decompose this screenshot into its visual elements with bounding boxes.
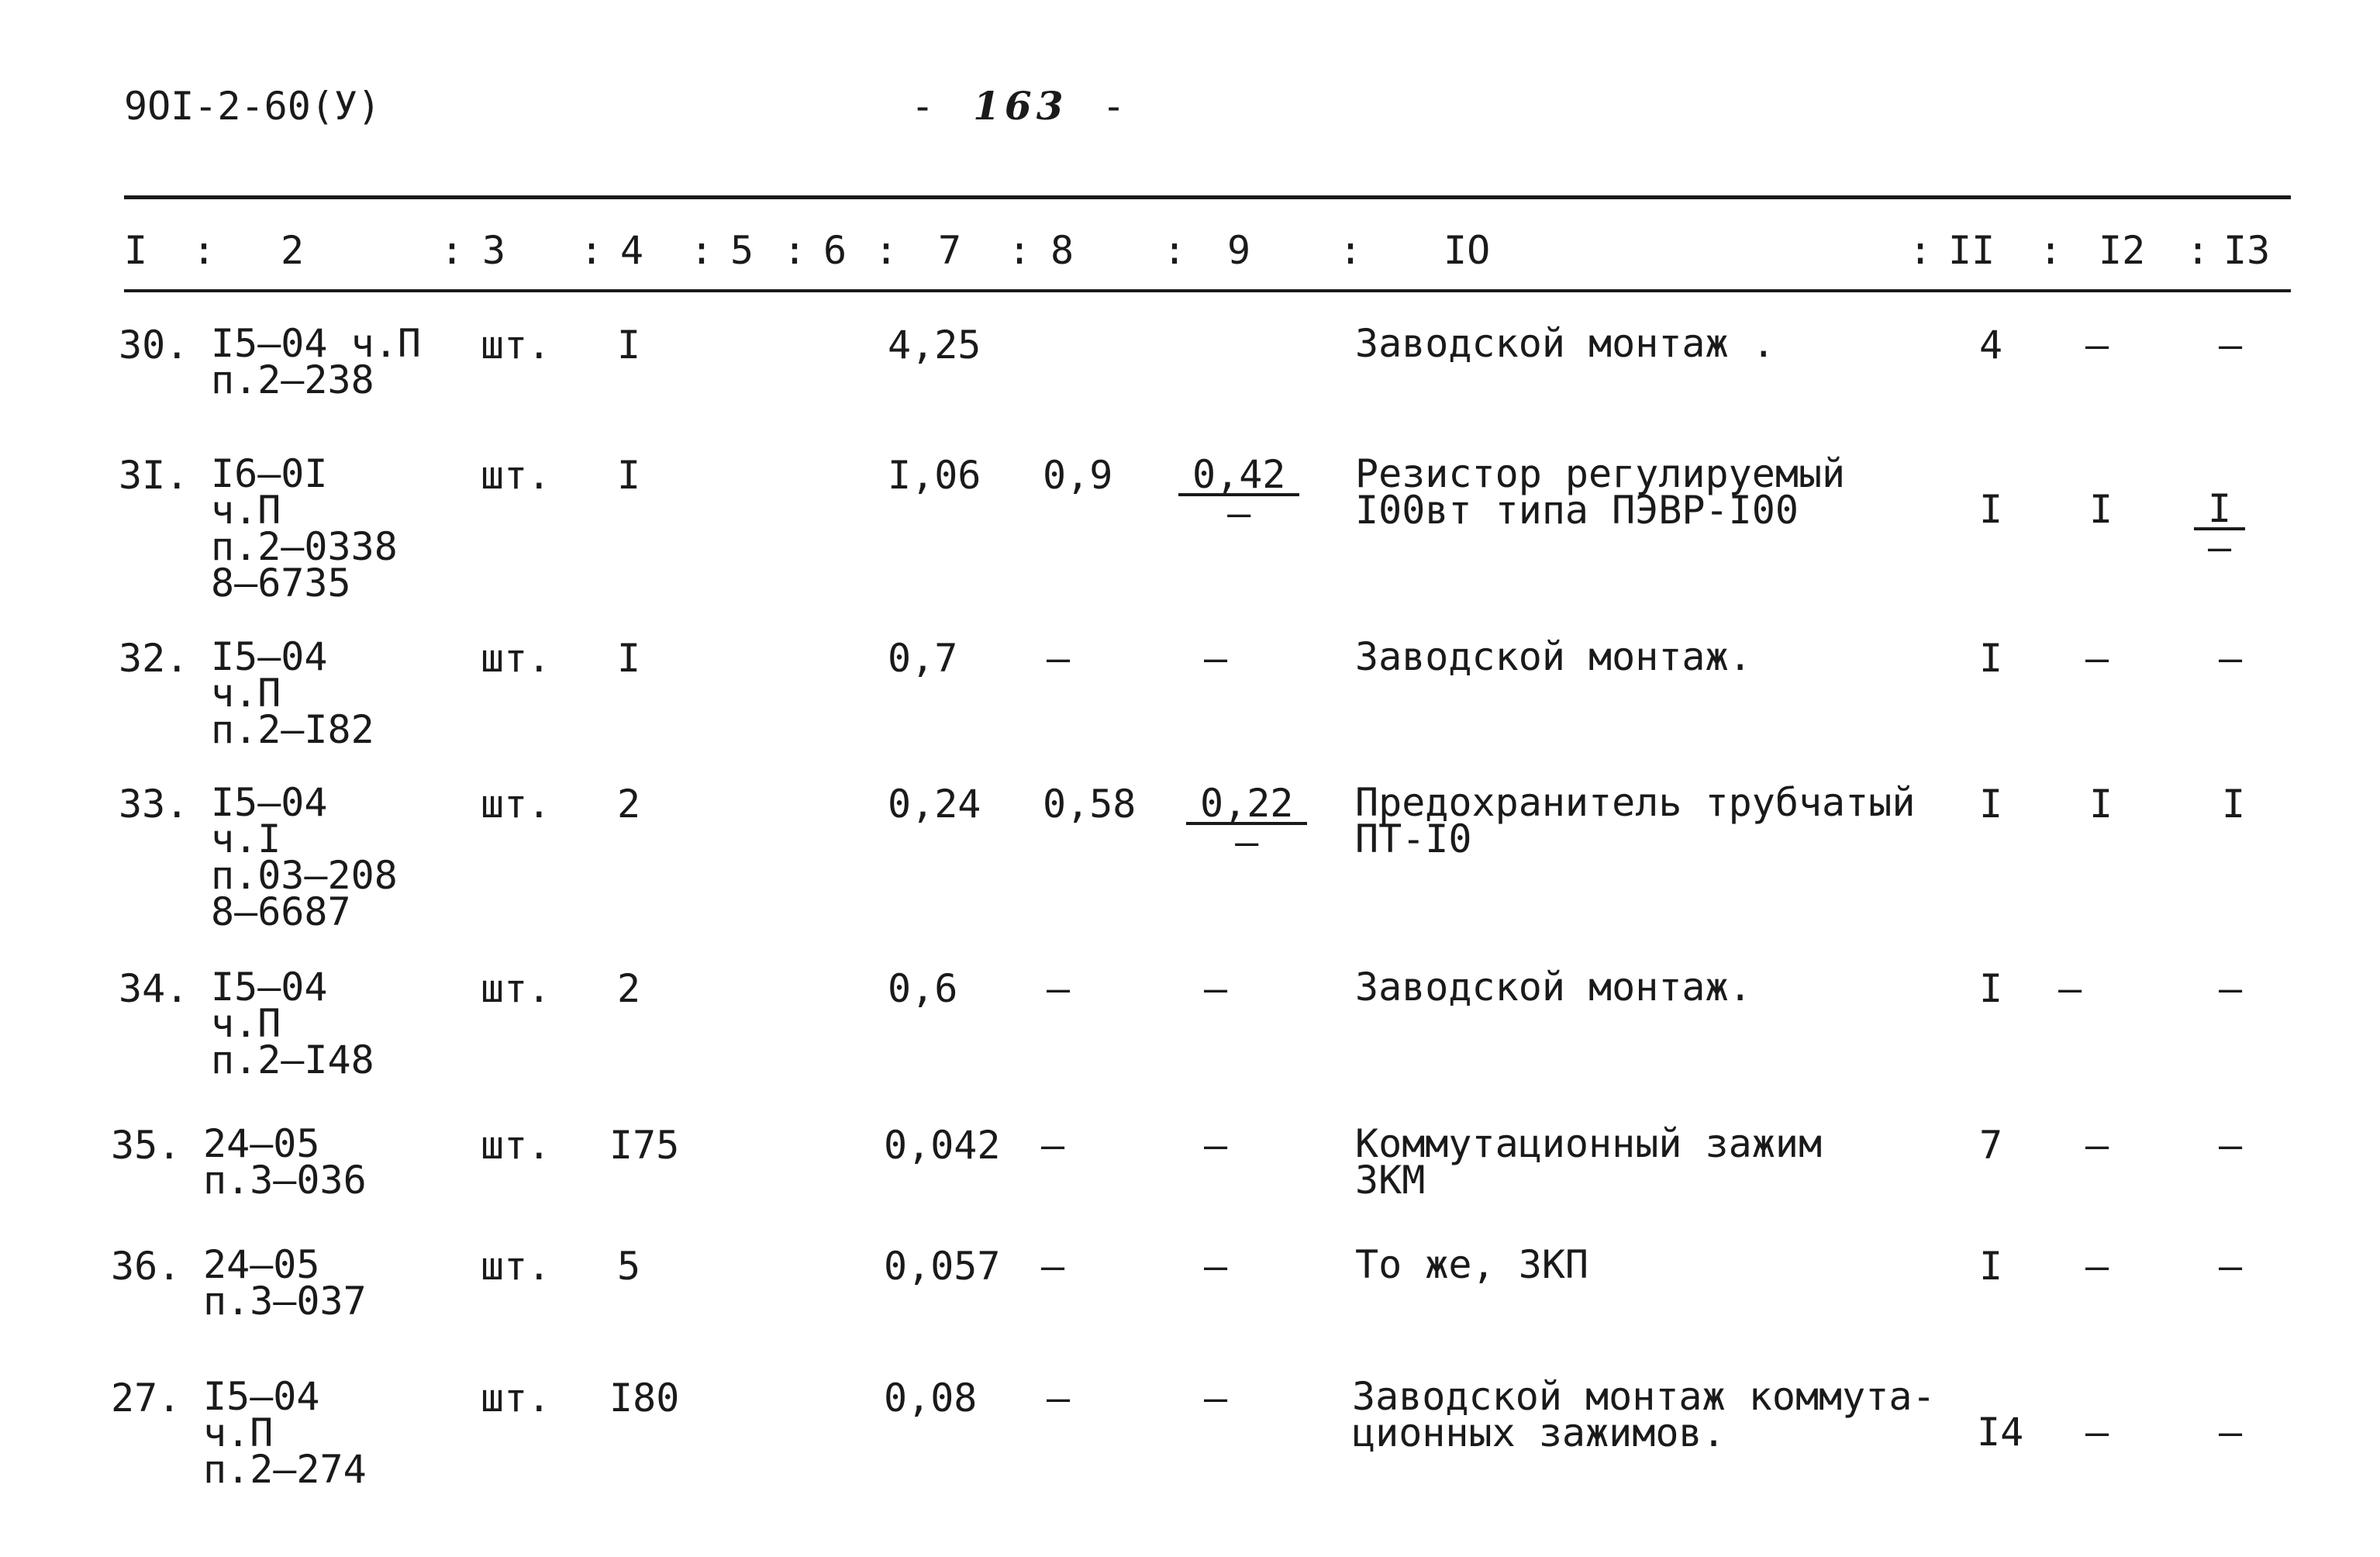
description — [1355, 451, 1846, 533]
unit: шт. — [481, 1244, 551, 1289]
col-separator: : — [1163, 228, 1187, 273]
description — [1355, 780, 1916, 861]
col-header-12: I2 — [2099, 228, 2146, 273]
norm-code-line: п.2–I48 — [211, 1037, 374, 1082]
norm-code-line: 24–05 — [203, 1242, 320, 1287]
norm-code — [211, 451, 398, 606]
col9-value: – — [1204, 966, 1228, 1011]
col8-value: 0,9 — [1043, 453, 1113, 498]
col12-value: – — [2085, 1244, 2109, 1289]
col9-value: – — [1204, 1123, 1228, 1168]
col8-value: – — [1047, 966, 1071, 1011]
row-number: 27. — [111, 1376, 181, 1421]
norm-code-line: ч.П — [203, 1410, 274, 1455]
col-header-11: II — [1948, 228, 1995, 273]
col12-value: – — [2058, 966, 2082, 1011]
col11-value: 4 — [1979, 323, 2003, 368]
description — [1355, 634, 1752, 679]
col12-value: – — [2085, 323, 2109, 368]
norm-code-line: ч.П — [211, 488, 281, 533]
col-header-3: 3 — [482, 228, 506, 273]
col12-value: – — [2085, 636, 2109, 681]
col7-value: 0,042 — [884, 1123, 1001, 1168]
row-number: 35. — [111, 1123, 181, 1168]
norm-code — [203, 1121, 367, 1203]
col-separator: : — [1909, 228, 1933, 273]
col-separator: : — [2039, 228, 2063, 273]
page-dash-right: - — [1102, 84, 1130, 129]
col-header-5: 5 — [730, 228, 754, 273]
page-number — [911, 83, 1130, 129]
col9-value: – — [1204, 636, 1228, 681]
norm-code — [211, 634, 374, 752]
description-line: I00вт типа ПЭВР-I00 — [1355, 488, 1799, 533]
col-separator: : — [1008, 228, 1032, 273]
col-header-9: 9 — [1227, 228, 1251, 273]
col13-value: – — [2219, 1410, 2243, 1455]
col13-value: – — [2219, 1244, 2243, 1289]
description-line: То же, ЗКП — [1355, 1242, 1589, 1287]
col9-fraction — [1178, 452, 1299, 536]
col12-value: – — [2085, 1410, 2109, 1455]
col11-value: I — [1979, 966, 2003, 1011]
norm-code — [211, 780, 398, 934]
col-header-2: 2 — [281, 228, 305, 273]
norm-code-line: I6–0I — [211, 451, 328, 496]
norm-code-line: п.03–208 — [211, 853, 398, 898]
col7-value: 0,24 — [888, 782, 981, 827]
quantity: 5 — [617, 1244, 641, 1289]
col-header-1: I — [124, 228, 148, 273]
col9-value: – — [1204, 1376, 1228, 1421]
description-line: Заводской монтаж. — [1355, 634, 1752, 679]
col11-value: 7 — [1979, 1123, 2003, 1168]
row-number: 3I. — [119, 453, 189, 498]
fraction-numerator: I — [2194, 490, 2245, 530]
unit: шт. — [481, 323, 551, 368]
col-header-4: 4 — [620, 228, 644, 273]
row-number: 36. — [111, 1244, 181, 1289]
col-separator: : — [440, 228, 464, 273]
norm-code-line: 8–6735 — [211, 561, 351, 606]
col7-value: 0,057 — [884, 1244, 1001, 1289]
norm-code-line: п.2–274 — [203, 1447, 367, 1492]
unit: шт. — [481, 453, 551, 498]
row-number: 33. — [119, 782, 189, 827]
col-separator: : — [192, 228, 216, 273]
col11-value: I — [1979, 782, 2003, 827]
fraction-denominator: – — [1227, 491, 1251, 536]
col11-value: I — [1979, 487, 2003, 532]
row-number: 30. — [119, 323, 189, 368]
col11-value: I4 — [1977, 1410, 2024, 1455]
description-line: Коммутационный зажим — [1355, 1121, 1823, 1166]
col11-value: I — [1979, 1244, 2003, 1289]
unit: шт. — [481, 1123, 551, 1168]
description-line: Заводской монтаж коммута- — [1352, 1374, 1936, 1419]
col13-value: – — [2219, 966, 2243, 1011]
norm-code-line: п.3–037 — [203, 1279, 367, 1324]
description — [1355, 1242, 1589, 1287]
norm-code-line: I5–04 — [211, 965, 328, 1010]
quantity: I — [617, 453, 641, 498]
col13-value: – — [2219, 1123, 2243, 1168]
fraction-denominator: – — [2208, 525, 2232, 570]
description — [1352, 1374, 1936, 1455]
norm-code — [203, 1374, 367, 1492]
col13-value: – — [2219, 323, 2243, 368]
norm-code-line: п.2–0338 — [211, 524, 398, 569]
quantity: I75 — [609, 1123, 680, 1168]
col13-value: I — [2222, 782, 2246, 827]
col8-value: – — [1047, 636, 1071, 681]
col13-fraction — [2194, 486, 2245, 570]
col13-value: – — [2219, 636, 2243, 681]
col8-value: – — [1041, 1244, 1065, 1289]
quantity: 2 — [617, 966, 641, 1011]
quantity: I80 — [609, 1376, 680, 1421]
col-header-8: 8 — [1050, 228, 1074, 273]
col7-value: 0,08 — [884, 1376, 978, 1421]
col12-value: I — [2089, 782, 2113, 827]
quantity: I — [617, 323, 641, 368]
col-header-6: 6 — [823, 228, 847, 273]
norm-code-line: п.2–238 — [211, 357, 374, 402]
norm-code-line: ч.I — [211, 816, 281, 861]
description-line: Заводской монтаж . — [1355, 321, 1775, 366]
norm-code — [211, 965, 374, 1082]
col8-value: – — [1047, 1376, 1071, 1421]
col8-value: – — [1041, 1123, 1065, 1168]
description — [1355, 321, 1775, 366]
document-code: 9OI-2-60(У) — [124, 84, 381, 129]
col9-fraction — [1186, 781, 1307, 865]
description-line: ЗКМ — [1355, 1158, 1426, 1203]
col-separator: : — [783, 228, 807, 273]
col-separator: : — [690, 228, 714, 273]
description-line: Заводской монтаж. — [1355, 965, 1752, 1010]
fraction-denominator: – — [1235, 820, 1259, 865]
col-header-13: I3 — [2223, 228, 2271, 273]
unit: шт. — [481, 782, 551, 827]
top-rule — [124, 195, 2291, 199]
row-number: 32. — [119, 636, 189, 681]
col-separator: : — [1339, 228, 1363, 273]
col7-value: 0,6 — [888, 966, 958, 1011]
norm-code-line: 24–05 — [203, 1121, 320, 1166]
description-line: ПТ-I0 — [1355, 816, 1472, 861]
header-rule — [124, 289, 2291, 292]
quantity: I — [617, 636, 641, 681]
norm-code-line: п.2–I82 — [211, 707, 374, 752]
unit: шт. — [481, 636, 551, 681]
description — [1355, 965, 1752, 1010]
page-number-value: 163 — [973, 83, 1068, 129]
col11-value: I — [1979, 636, 2003, 681]
fraction-numerator: 0,22 — [1186, 785, 1307, 825]
col-header-10: IO — [1444, 228, 1491, 273]
col-header-7: 7 — [938, 228, 962, 273]
unit: шт. — [481, 966, 551, 1011]
row-number: 34. — [119, 966, 189, 1011]
page-dash-left: - — [911, 84, 940, 129]
norm-code-line: I5–04 — [211, 634, 328, 679]
col-separator: : — [874, 228, 899, 273]
norm-code-line: 8–6687 — [211, 889, 351, 934]
fraction-numerator: 0,42 — [1178, 456, 1299, 496]
norm-code-line: I5–04 ч.П — [211, 321, 421, 366]
norm-code-line: ч.П — [211, 1001, 281, 1046]
norm-code-line: п.3–036 — [203, 1158, 367, 1203]
col9-value: – — [1204, 1244, 1228, 1289]
norm-code-line: I5–04 — [211, 780, 328, 825]
col7-value: I,06 — [888, 453, 981, 498]
description-line: Резистор регулируемый — [1355, 451, 1846, 496]
norm-code — [203, 1242, 367, 1324]
norm-code-line: I5–04 — [203, 1374, 320, 1419]
description-line: Предохранитель трубчатый — [1355, 780, 1916, 825]
norm-code — [211, 321, 421, 402]
description-line: ционных зажимов. — [1352, 1410, 1726, 1455]
col-separator: : — [2186, 228, 2210, 273]
col7-value: 0,7 — [888, 636, 958, 681]
col12-value: – — [2085, 1123, 2109, 1168]
description — [1355, 1121, 1823, 1203]
unit: шт. — [481, 1376, 551, 1421]
norm-code-line: ч.П — [211, 671, 281, 716]
quantity: 2 — [617, 782, 641, 827]
col7-value: 4,25 — [888, 323, 981, 368]
col12-value: I — [2089, 487, 2113, 532]
col-separator: : — [580, 228, 604, 273]
col8-value: 0,58 — [1043, 782, 1137, 827]
